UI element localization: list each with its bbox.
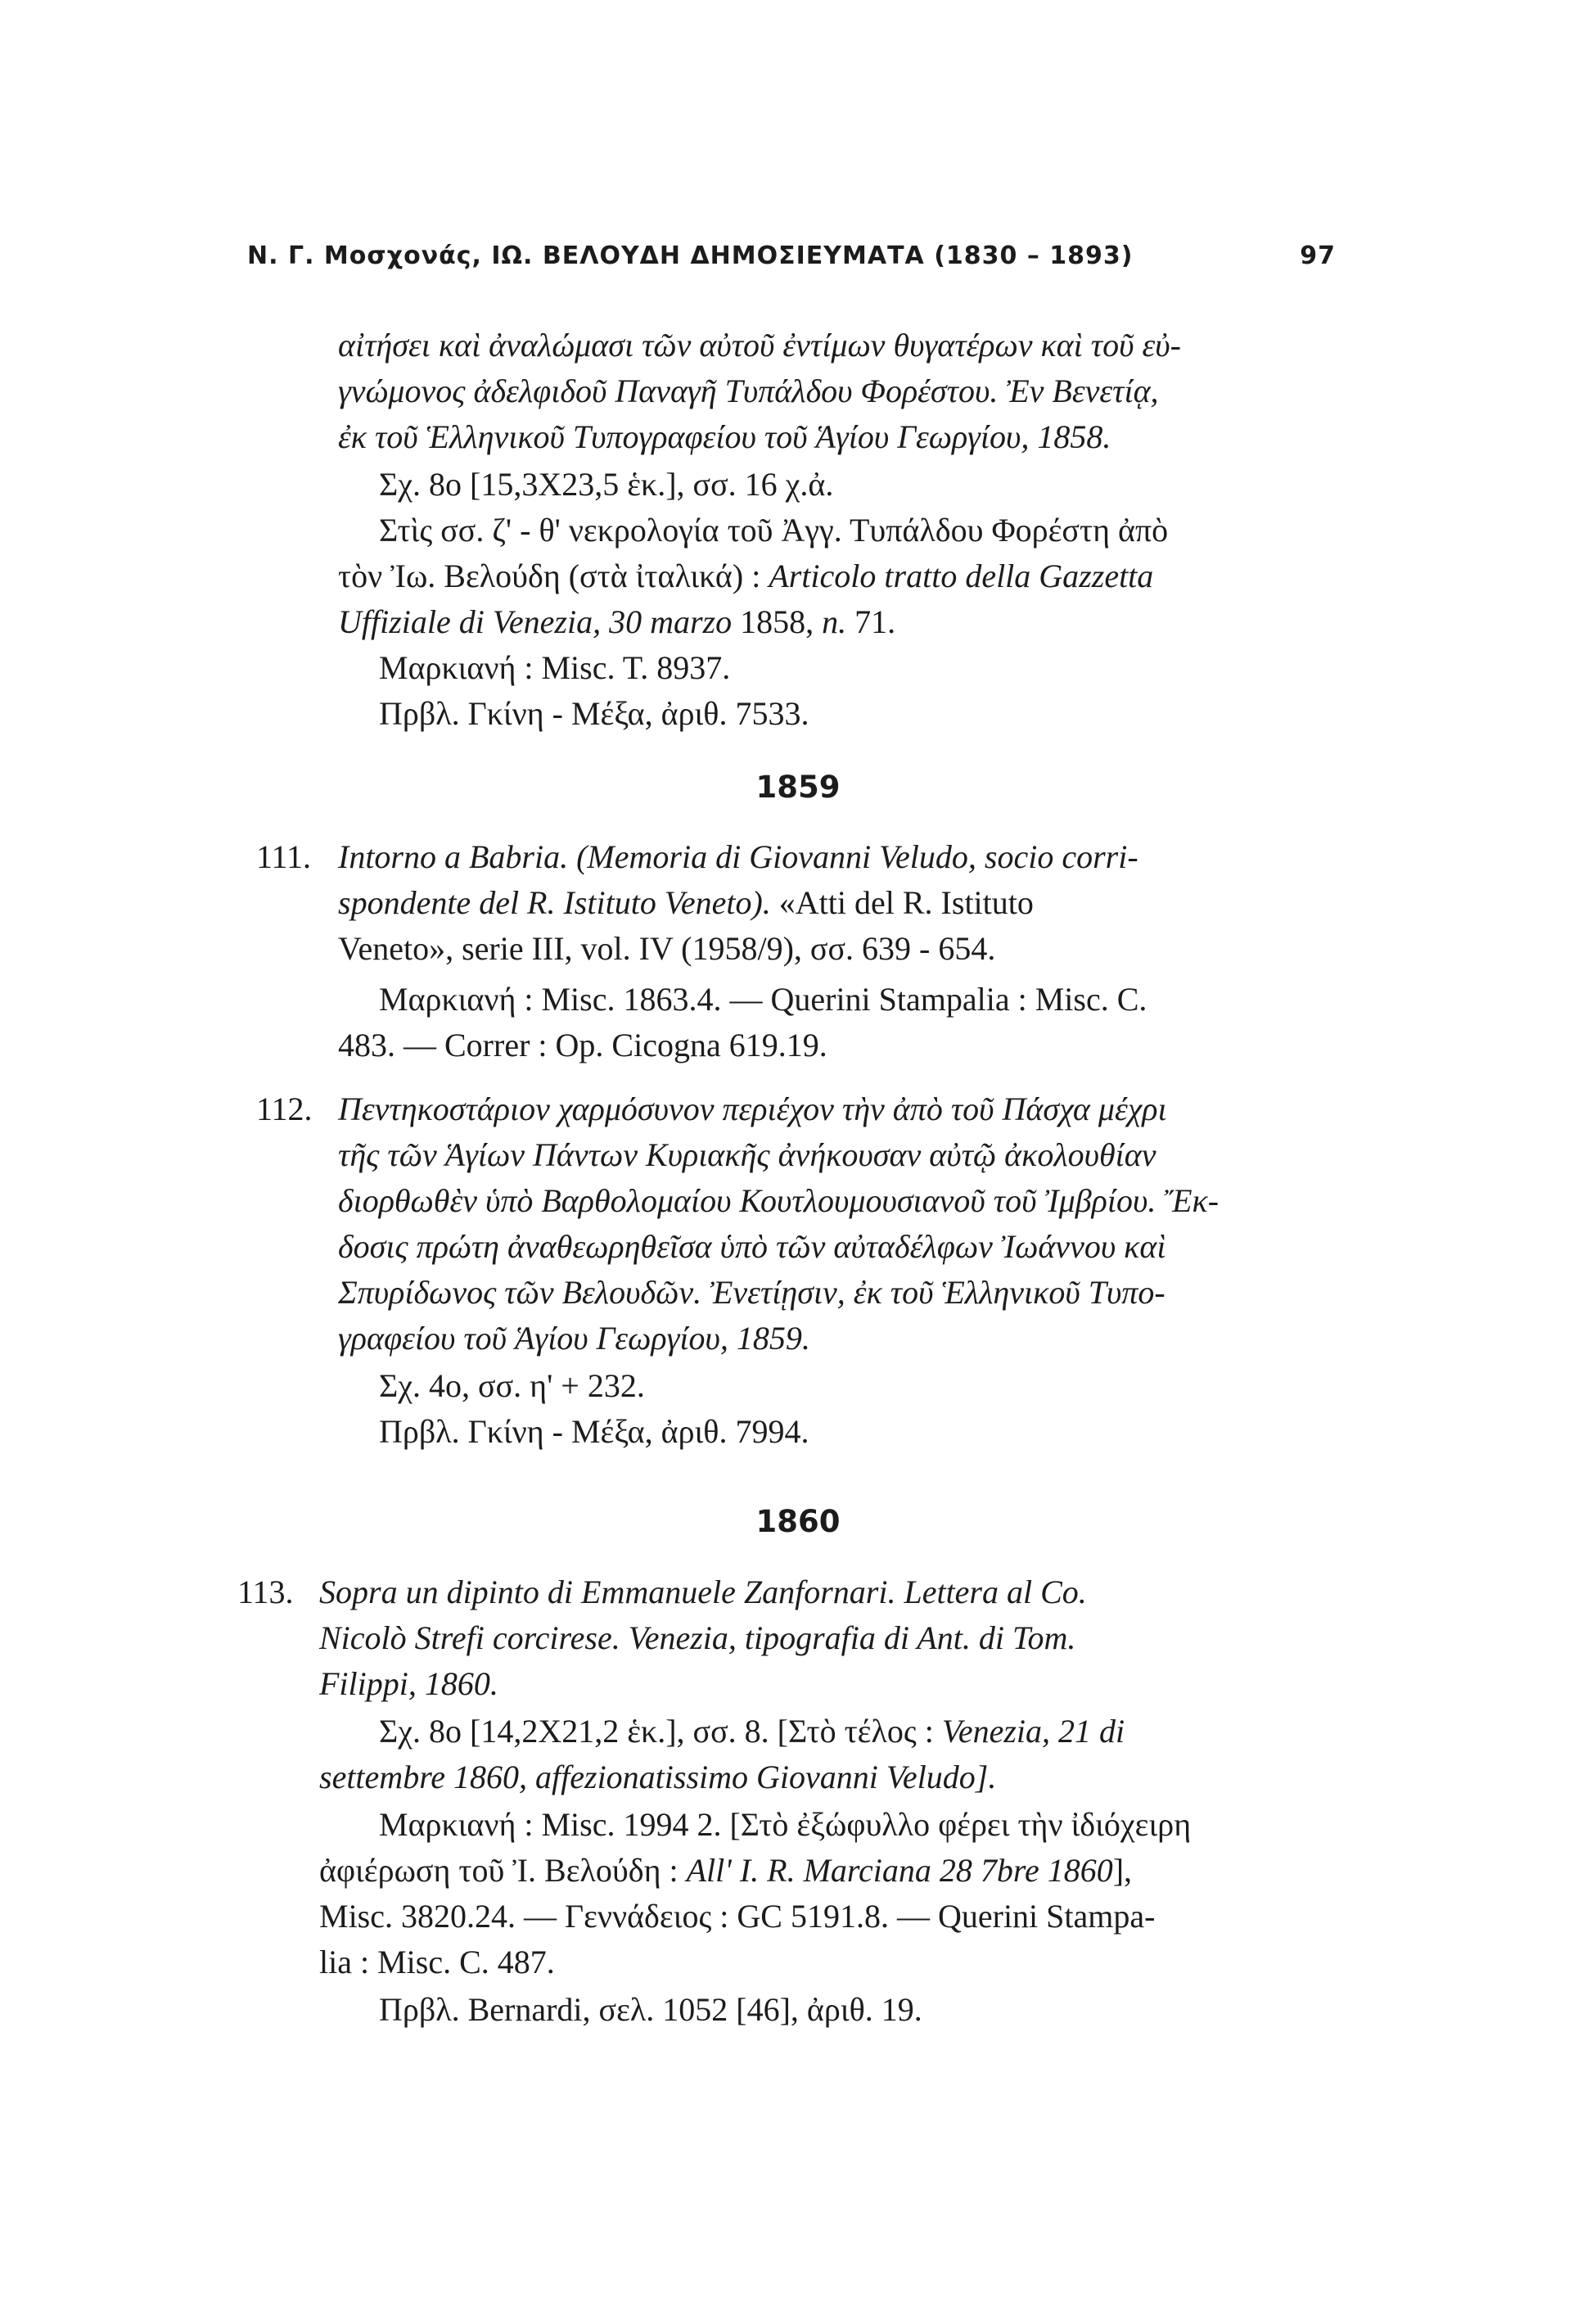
- text-line: Intorno a Babria. (Memoria di Giovanni Veludo, socio corri-: [338, 838, 1138, 875]
- text-span: 1858,: [732, 603, 823, 640]
- text-span: Venezia, 21 di: [941, 1713, 1125, 1750]
- text-line: [319, 1851, 1132, 1890]
- year-heading: 1859: [755, 770, 841, 805]
- text-line: δοσις πρώτη ἀναθεωρηθεῖσα ὑπὸ τῶν αὐταδέλφων Ἰωάννου καὶ: [338, 1228, 1166, 1265]
- page-number: 97: [1300, 242, 1336, 270]
- text-line: τῆς τῶν Ἁγίων Πάντων Κυριακῆς ἀνήκουσαν αὐτῷ ἀκολουθίαν: [338, 1136, 1156, 1173]
- text-span: 71.: [846, 603, 896, 640]
- text-span: Articolo tratto della Gazzetta: [769, 558, 1154, 594]
- text-line: [338, 883, 1034, 923]
- text-span: Σχ. 8ο [14,2Χ21,2 ἑκ.], σσ. 8. [Στὸ τέλος :: [379, 1713, 942, 1750]
- text-span: ἀφιέρωση τοῦ Ἰ. Βελούδη :: [319, 1852, 687, 1889]
- text-line: Πρβλ. Bernardi, σελ. 1052 [46], ἀριθ. 19.: [379, 1991, 922, 2028]
- text-line: Nicolò Strefi corcirese. Venezia, tipografia di Ant. di Tom.: [319, 1619, 1076, 1656]
- text-line: Στὶς σσ. ζ' - θ' νεκρολογία τοῦ Ἀγγ. Τυπάλδου Φορέστη ἀπὸ: [379, 512, 1169, 549]
- text-line: [338, 603, 895, 642]
- text-line: Filippi, 1860.: [319, 1665, 498, 1702]
- text-line: ἐκ τοῦ Ἑλληνικοῦ Τυπογραφείου τοῦ Ἁγίου Γεωργίου, 1858.: [338, 418, 1111, 455]
- text-span: Uffiziale di Venezia, 30: [338, 603, 651, 640]
- text-line: Σχ. 4ο, σσ. η' + 232.: [379, 1367, 645, 1404]
- text-line: Μαρκιανή : Misc. T. 8937.: [379, 649, 731, 686]
- text-span: All' I. R. Marciana 28 7bre 1860: [686, 1852, 1113, 1889]
- text-span: spondente del R. Istituto Veneto).: [338, 884, 771, 921]
- text-line: Πεντηκοστάριον χαρμόσυνον περιέχον τὴν ἀπὸ τοῦ Πάσχα μέχρι: [338, 1091, 1167, 1127]
- year-heading: 1860: [755, 1504, 841, 1539]
- text-line: Veneto», serie III, vol. IV (1958/9), σσ. 639 - 654.: [338, 930, 996, 967]
- text-span: «Atti del R. Istituto: [770, 884, 1034, 921]
- text-line: γνώμονος ἀδελφιδοῦ Παναγῆ Τυπάλδου Φορέστου. Ἐν Βενετίᾳ,: [338, 373, 1159, 409]
- entry-number: 113.: [237, 1574, 294, 1610]
- text-span: τὸν Ἰω. Βελούδη (στὰ ἰταλικά) :: [338, 558, 769, 594]
- text-line: 483. — Correr : Op. Cicogna 619.19.: [338, 1027, 827, 1063]
- text-line: Σπυρίδωνος τῶν Βελουδῶν. Ἐνετίῃσιν, ἐκ τοῦ Ἑλληνικοῦ Τυπο-: [338, 1274, 1165, 1311]
- text-line: Misc. 3820.24. — Γεννάδειος : GC 5191.8. — Querini Stampa-: [319, 1898, 1156, 1935]
- text-line: Πρβλ. Γκίνη - Μέξα, ἀριθ. 7994.: [379, 1413, 809, 1450]
- text-line: Sopra un dipinto di Emmanuele Zanfornari. Lettera al Co.: [319, 1574, 1087, 1610]
- text-line: Πρβλ. Γκίνη - Μέξα, ἀριθ. 7533.: [379, 695, 809, 732]
- text-line: γραφείου τοῦ Ἁγίου Γεωργίου, 1859.: [338, 1320, 810, 1357]
- text-span: marzo: [650, 603, 733, 640]
- text-line: settembre 1860, affezionatissimo Giovanni Veludo].: [319, 1759, 997, 1795]
- text-line: Μαρκιανή : Misc. 1994 2. [Στὸ ἐξώφυλλο φέρει τὴν ἰδιόχειρη: [379, 1806, 1192, 1843]
- entry-number: 112.: [256, 1091, 313, 1127]
- text-line: Σχ. 8ο [15,3Χ23,5 ἑκ.], σσ. 16 χ.ἀ.: [379, 466, 834, 503]
- text-line: [338, 557, 1153, 596]
- running-head: [247, 242, 1336, 270]
- text-line: αἰτήσει καὶ ἀναλώμασι τῶν αὐτοῦ ἐντίμων θυγατέρων καὶ τοῦ εὐ-: [338, 327, 1181, 364]
- text-line: Μαρκιανή : Misc. 1863.4. — Querini Stampalia : Misc. C.: [379, 981, 1147, 1018]
- running-title: Ν. Γ. Μοσχονάς, ΙΩ. ΒΕΛΟΥΔΗ ΔΗΜΟΣΙΕΥΜΑΤΑ (1830 – 1893): [247, 242, 1134, 270]
- text-line: lia : Misc. C. 487.: [319, 1944, 555, 1980]
- entry-number: 111.: [256, 838, 312, 875]
- text-span: ],: [1112, 1852, 1133, 1889]
- text-line: διορθωθὲν ὑπὸ Βαρθολομαίου Κουτλουμουσιανοῦ τοῦ Ἰμβρίου. Ἔκ-: [338, 1182, 1220, 1219]
- text-span: n.: [822, 603, 847, 640]
- text-line: [379, 1712, 1125, 1751]
